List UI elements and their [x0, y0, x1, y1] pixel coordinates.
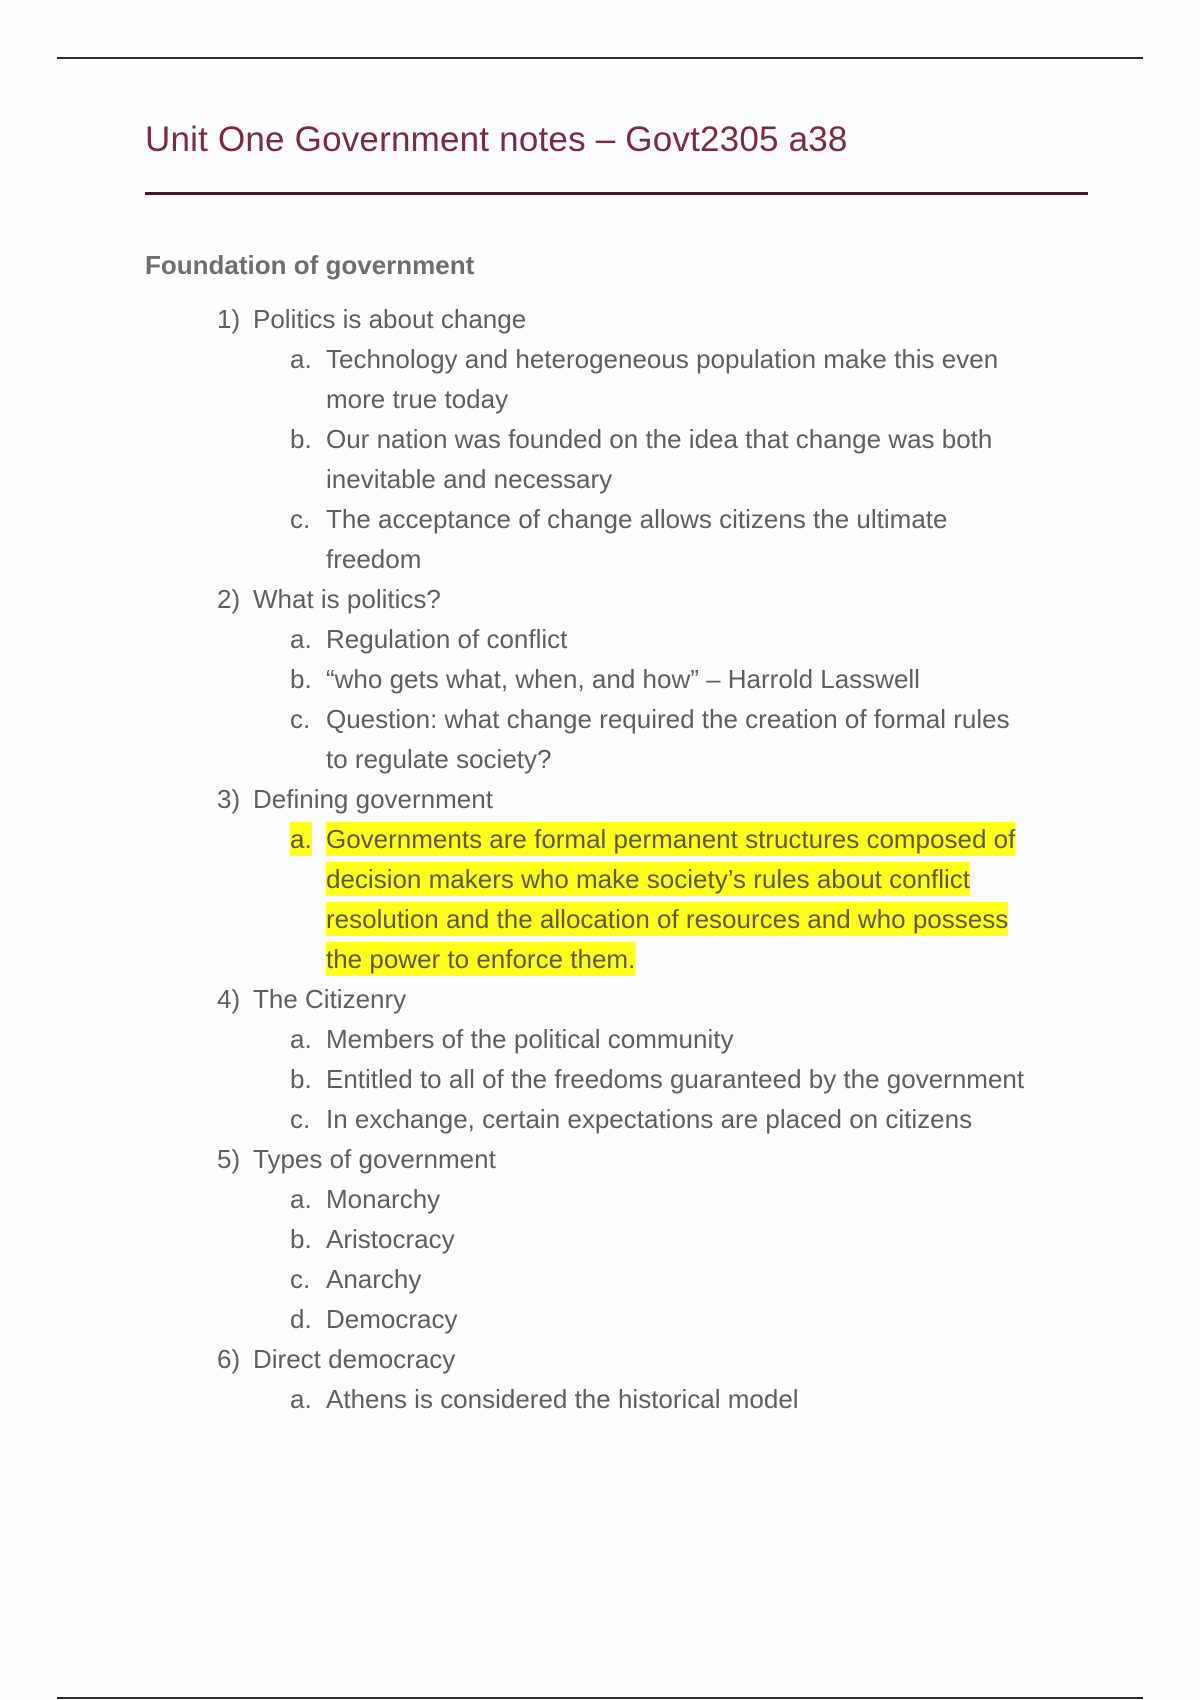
outline-subitem-letter: a.: [290, 624, 312, 654]
section-heading: Foundation of government: [145, 250, 475, 280]
highlighted-text-line: Governments are formal permanent structures composed of: [326, 824, 1016, 854]
outline-subitem-text: Entitled to all of the freedoms guaranteed by the government: [326, 1064, 1025, 1094]
outline-subitem-text: Our nation was founded on the idea that change was both: [326, 424, 993, 454]
outline-subitem-text: In exchange, certain expectations are placed on citizens: [326, 1104, 973, 1134]
outline-subitem-text: inevitable and necessary: [326, 464, 613, 494]
outline-item-number: 2): [217, 584, 241, 614]
outline-subitem-text: Question: what change required the creation of formal rules: [326, 704, 1010, 734]
outline-subitem-text: freedom: [326, 544, 422, 574]
outline-subitem-text: Regulation of conflict: [326, 624, 568, 654]
outline-subitem-text: Democracy: [326, 1304, 458, 1334]
title-underline: [145, 192, 1088, 195]
outline-subitem-letter: a.: [290, 1024, 312, 1054]
outline-subitem-text: The acceptance of change allows citizens the ultimate: [326, 504, 948, 534]
outline-item-number: 5): [217, 1144, 241, 1174]
outline-subitem-letter: b.: [290, 424, 312, 454]
outline-item-number: 1): [217, 304, 241, 334]
highlighted-text-line: decision makers who make society’s rules about conflict: [326, 864, 971, 894]
outline-item-text: Direct democracy: [253, 1344, 456, 1374]
outline-subitem-letter: c.: [290, 1104, 311, 1134]
outline-item-text: Types of government: [253, 1144, 496, 1174]
outline-item-text: The Citizenry: [253, 984, 407, 1014]
outline-subitem-letter: d.: [290, 1304, 312, 1334]
page-bottom-rule: [57, 1697, 1143, 1699]
outline-subitem-text: Monarchy: [326, 1184, 441, 1214]
outline-subitem-text: Anarchy: [326, 1264, 422, 1294]
outline-item-text: Politics is about change: [253, 304, 527, 334]
outline-item-text: Defining government: [253, 784, 493, 814]
outline-subitem-letter: a.: [290, 1184, 312, 1214]
outline-subitem-letter: a.: [290, 824, 312, 854]
outline-subitem-letter: a.: [290, 1384, 312, 1414]
outline-subitem-letter: c.: [290, 504, 311, 534]
outline-item-number: 3): [217, 784, 241, 814]
highlighted-text-line: resolution and the allocation of resources and who possess: [326, 904, 1009, 934]
outline-subitem-letter: c.: [290, 1264, 311, 1294]
outline-subitem-text: Athens is considered the historical model: [326, 1384, 799, 1414]
document-title: Unit One Government notes – Govt2305 a38: [145, 120, 848, 159]
outline-subitem-text: to regulate society?: [326, 744, 552, 774]
highlighted-text-line: the power to enforce them.: [326, 944, 636, 974]
outline-subitem-letter: a.: [290, 344, 312, 374]
outline-subitem-letter: b.: [290, 1224, 312, 1254]
outline-subitem-text: Members of the political community: [326, 1024, 734, 1054]
outline-subitem-letter: c.: [290, 704, 311, 734]
outline-subitem-text: “who gets what, when, and how” – Harrold Lasswell: [326, 664, 920, 694]
outline-subitem-letter: b.: [290, 1064, 312, 1094]
outline-item-text: What is politics?: [253, 584, 441, 614]
outline-subitem-letter: b.: [290, 664, 312, 694]
outline-subitem-text: Technology and heterogeneous population make this even: [326, 344, 999, 374]
outline-item-number: 6): [217, 1344, 241, 1374]
outline-item-number: 4): [217, 984, 241, 1014]
outline-subitem-text: Aristocracy: [326, 1224, 455, 1254]
page-top-rule: [57, 57, 1143, 59]
outline-subitem-text: more true today: [326, 384, 509, 414]
